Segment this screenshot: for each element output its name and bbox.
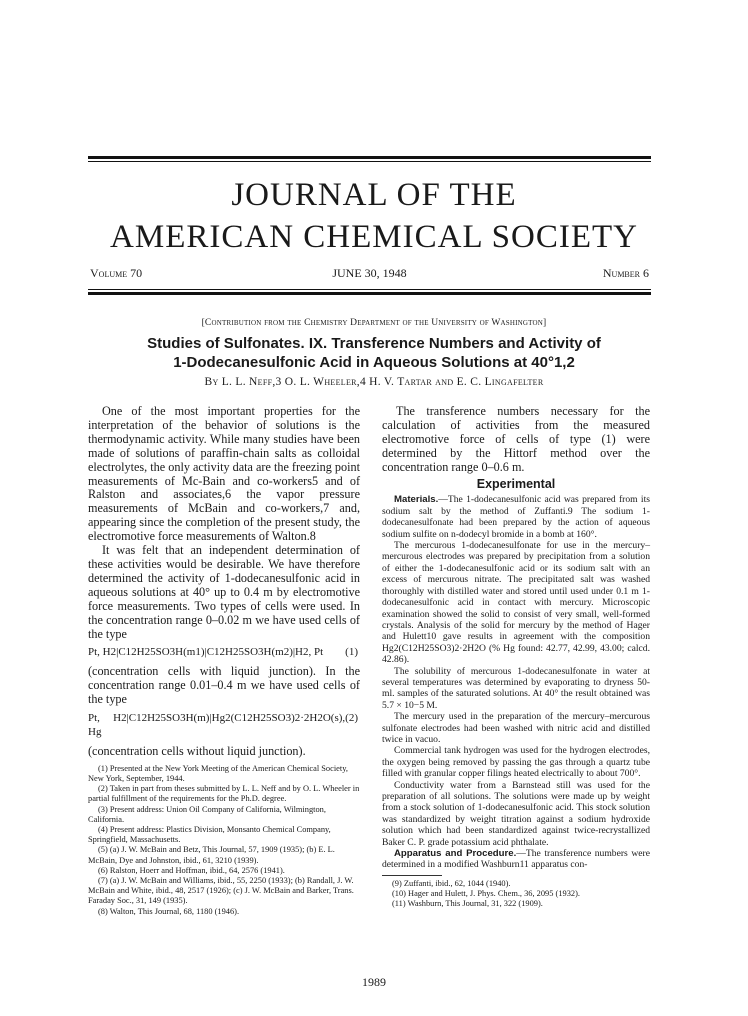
footnote: (10) Hager and Hulett, J. Phys. Chem., 36, 2095 (1932). xyxy=(392,889,580,899)
footnote: (5) (a) J. W. McBain and Betz, This Journal, 57, 1909 (1935); (b) E. L. McBain, Dye and Johnston, ibid., 61, 3210 (1939). xyxy=(88,845,335,865)
experimental-section xyxy=(382,494,650,870)
mid-rule-thin xyxy=(88,289,651,290)
article-title-line1: Studies of Sulfonates. IX. Transference Numbers and Activity of xyxy=(147,335,601,352)
paragraph: It was felt that an independent determination of these activities would be desirable. We have therefore determined the activity of 1-dodecanesulfonic acid in aqueous solutions at 40° up to 0.4 m by electromotive force measurements. Two types of cells were used. In the concentration range 0–0.02 m we have used cells of the type xyxy=(88,543,360,641)
journal-title-line2: AMERICAN CHEMICAL SOCIETY xyxy=(110,219,638,255)
footnote-separator xyxy=(382,875,442,876)
contribution-line: [Contribution from the Chemistry Department of the University of Washington] xyxy=(201,318,547,328)
paragraph: Conductivity water from a Barnstead still was used for the preparation of all solutions. The solutions were made up by weight from a stock solution of 1-dodecanesulfonic acid. This stock solution was standardized by weight titration against a sodium hydroxide solution which had been standardized against twice-recrystallized Baker C. P. grade potassium acid phthalate. xyxy=(382,779,650,848)
footnote: (2) Taken in part from theses submitted by L. L. Neff and by O. L. Wheeler in partial fulfillment of the requirements for the Ph.D. degree. xyxy=(88,784,360,804)
page-number: 1989 xyxy=(362,975,386,989)
paragraph: The mercury used in the preparation of the mercury–mercurous sulfonate electrodes had been washed with nitric acid and distilled twice in vacuo. xyxy=(382,711,650,745)
run-in-heading: Materials. xyxy=(394,494,439,506)
paragraph: The mercurous 1-dodecanesulfonate for use in the mercury–mercurous electrodes was prepared by precipitation from a solution of either the 1-dodecanesulfonic acid or its sodium salt with an excess of mercurous nitrate. The precipitated salt was washed thoroughly with distilled water and stored until used under 0.1 m 1-dodecanesulfonic acid in contact with mercury. Microscopic examination showed the solid to consist of very small, well-formed crystals. Analysis of the solid for mercury by the method of Hager and Hulett10 gave results in agreement with the composition Hg2(C12H25SO3)2·2H2O (% Hg found: 42.77, 42.99, 43.00; calcd. 42.86). xyxy=(382,540,650,666)
top-rule-thick xyxy=(88,156,651,159)
article-title xyxy=(0,334,748,372)
run-in-heading: Apparatus and Procedure. xyxy=(394,848,517,860)
footnote: (8) Walton, This Journal, 68, 1180 (1946). xyxy=(98,906,240,916)
article-title-line2: 1-Dodecanesulfonic Acid in Aqueous Solutions at 40°1,2 xyxy=(173,354,575,371)
paragraph: (concentration cells without liquid junction). xyxy=(88,743,306,758)
left-column xyxy=(88,405,360,917)
footnote: (9) Zuffanti, ibid., 62, 1044 (1940). xyxy=(392,878,511,888)
footnote: (1) Presented at the New York Meeting of the American Chemical Society, New York, September, 1944. xyxy=(88,763,348,783)
paragraph: Commercial tank hydrogen was used for the hydrogen electrodes, the oxygen being removed by passing the gas through a quartz tube filled with granular copper filings heated electrically to about 700°. xyxy=(382,745,650,780)
issue-number: Number 6 xyxy=(602,266,649,280)
equation-1 xyxy=(88,646,360,660)
equation-text: Pt, H2|C12H25SO3H(m1)|C12H25SO3H(m2)|H2, Pt xyxy=(88,646,324,659)
footnotes-left xyxy=(88,764,360,917)
footnote: (4) Present address: Plastics Division, Monsanto Chemical Company, Springfield, Massachusetts. xyxy=(88,824,331,845)
footnote: (7) (a) J. W. McBain and Williams, ibid., 55, 2250 (1933); (b) Randall, J. W. McBain and White, ibid., 48, 2517 (1926); (c) J. W. McBain and Barker, Trans. Faraday Soc., 31, 149 (1935). xyxy=(88,875,354,906)
paragraph: The solubility of mercurous 1-dodecanesulfonate in water at several temperatures was determined by evaporating to dryness 50-ml. samples of the saturated solutions. At 40° the result obtained was 5.7 × 10−5 M. xyxy=(382,665,650,711)
equation-2 xyxy=(88,712,360,740)
section-heading: Experimental xyxy=(476,476,556,491)
equation-number: (2) xyxy=(345,712,358,725)
journal-title-line1: JOURNAL OF THE xyxy=(231,177,517,213)
right-column xyxy=(382,405,650,909)
footnotes-right xyxy=(382,879,650,910)
paragraph: The transference numbers necessary for the calculation of activities from the measured electromotive force of cells of type (1) were determined by the Hittorf method over the concentration range 0–0.6 m. xyxy=(382,404,650,474)
footnote: (3) Present address: Union Oil Company of California, Wilmington, California. xyxy=(88,804,326,824)
footnote: (6) Ralston, Hoerr and Hoffman, ibid., 64, 2576 (1941). xyxy=(98,865,285,875)
author-line: By L. L. Neff,3 O. L. Wheeler,4 H. V. Tartar and E. C. Lingafelter xyxy=(204,376,544,388)
mid-rule-thick xyxy=(88,292,651,295)
issue-date: JUNE 30, 1948 xyxy=(332,266,407,280)
volume-label: Volume 70 xyxy=(90,266,143,280)
footnote: (11) Washburn, This Journal, 31, 322 (1909). xyxy=(392,899,543,909)
equation-text: Pt, H2|C12H25SO3H(m)|Hg2(C12H25SO3)2·2H2O(s), Hg xyxy=(88,712,346,738)
top-rule-thin xyxy=(88,161,651,162)
paragraph: Materials.—The 1-dodecanesulfonic acid was prepared from its sodium salt by the method of Zuffanti.9 The sodium 1-dodecanesulfonate had been prepared by the action of aqueous sodium sulfite on n-dodecyl bromide in a bomb at 160°. xyxy=(382,494,650,540)
paragraph: One of the most important properties for the interpretation of the behavior of solutions is the thermodynamic activity. While many studies have been made of solutions of paraffin-chain salts as colloidal electrolytes, the only activity data are the freezing point measurements of Mc-Bain and co-workers5 and of Ralston and associates,6 the vapor pressure measurements of McBain and co-workers,7 and, appearing since the completion of the present study, the electromotive force measurements of Walton.8 xyxy=(88,404,360,544)
paragraph: (concentration cells with liquid junction). In the concentration range 0.01–0.4 m we have used cells of the type xyxy=(88,664,360,707)
paragraph: Apparatus and Procedure.—The transference numbers were determined in a modified Washburn11 apparatus con- xyxy=(382,848,650,871)
equation-number: (1) xyxy=(345,646,358,659)
